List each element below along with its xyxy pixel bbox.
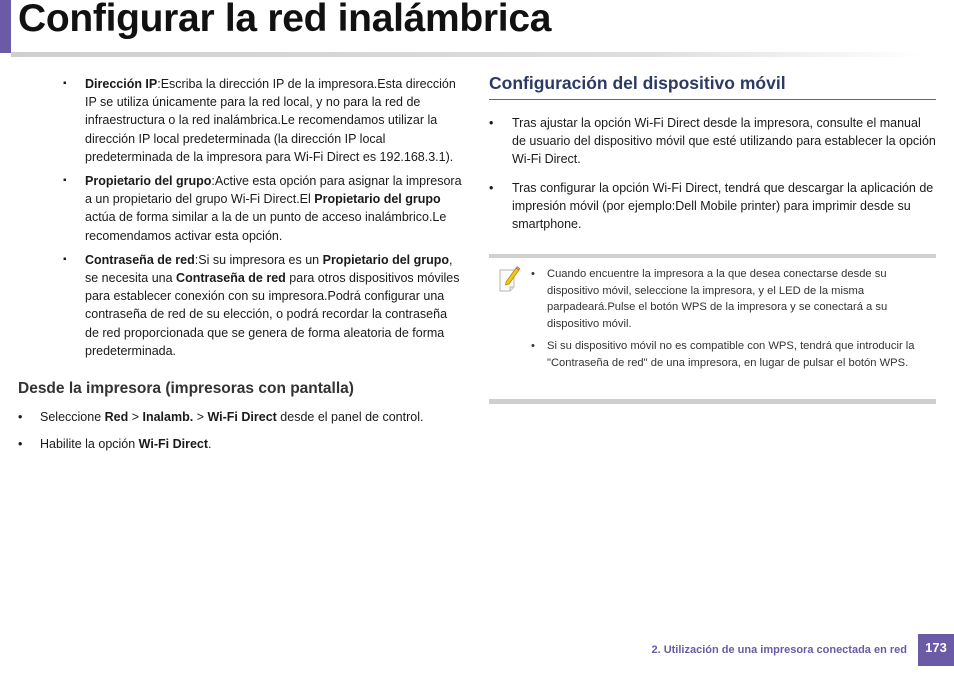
note-text: Si su dispositivo móvil no es compatible con WPS, tendrá que introducir la "Contraseña de red" de una impresora, en lugar de pulsar el botón WPS. — [547, 339, 915, 369]
menu-separator: > — [193, 410, 208, 425]
note-box — [489, 254, 936, 404]
setting-term: Propietario del grupo — [322, 252, 450, 267]
square-bullet: ▪ — [63, 253, 67, 265]
printer-steps-list — [18, 408, 464, 453]
setting-label: Contraseña de red — [85, 252, 195, 267]
dot-bullet: • — [18, 437, 23, 452]
title-divider — [11, 52, 921, 57]
dot-bullet: • — [531, 268, 535, 280]
setting-description: , se necesita una — [85, 252, 453, 286]
footer-chapter-link[interactable]: 2. Utilización de una impresora conectada en red — [651, 644, 907, 656]
step-text: Tras configurar la opción Wi-Fi Direct, tendrá que descargar la aplicación de impresión móvil (por ejemplo:Dell Mobile printer) para imprimir desde su smartphone. — [512, 180, 934, 232]
list-item — [18, 172, 464, 245]
menu-separator: > — [128, 410, 143, 425]
setting-description: :Si su impresora es un — [194, 252, 323, 267]
right-column — [489, 73, 936, 369]
setting-term: Propietario del grupo — [314, 192, 441, 207]
menu-red: Red — [104, 410, 129, 425]
step-text: . — [208, 437, 212, 452]
list-item — [529, 266, 935, 333]
note-list — [529, 266, 935, 376]
option-wifi-direct: Wi-Fi Direct — [138, 437, 209, 452]
note-text: Cuando encuentre la impresora a la que desea conectarse desde su dispositivo móvil, seleccione la impresora, y el LED de la misma parpadeará.Pulse el botón WPS de la impresora y se conectará a su dispositivo móvil. — [547, 268, 888, 331]
dot-bullet: • — [489, 116, 494, 130]
setting-description: :Escriba la dirección IP de la impresora.Esta dirección IP se utiliza únicamente para la red local, y no para la red de infraestructura o la red inalámbrica.Le recomendamos utilizar la dirección IP local predeterminada (la dirección IP local predeterminada de la impresora para Wi-Fi Direct es 192.168.3.1). — [85, 77, 456, 164]
menu-inalamb: Inalamb. — [142, 410, 194, 425]
note-pencil-icon — [497, 265, 521, 293]
step-text: Seleccione — [40, 410, 105, 425]
square-bullet: ▪ — [63, 175, 67, 187]
dot-bullet: • — [18, 410, 23, 425]
list-item — [529, 338, 935, 371]
setting-term: Contraseña de red — [176, 271, 286, 286]
mobile-steps-list — [489, 114, 936, 233]
list-item — [18, 251, 464, 360]
list-item — [489, 114, 936, 169]
dot-bullet: • — [489, 180, 494, 195]
left-column — [18, 75, 464, 462]
page-title: Configurar la red inalámbrica — [18, 0, 552, 40]
title-accent-bar — [0, 0, 11, 53]
printer-section-heading: Desde la impresora (impresoras con pantalla) — [18, 380, 354, 398]
list-item — [18, 435, 464, 453]
list-item — [18, 408, 464, 426]
menu-wifi-direct: Wi-Fi Direct — [207, 410, 277, 425]
list-item — [18, 75, 464, 166]
square-bullet: ▪ — [63, 78, 67, 89]
dot-bullet: • — [531, 339, 535, 352]
mobile-section-heading: Configuración del dispositivo móvil — [489, 73, 936, 100]
step-text: desde el panel de control. — [276, 410, 424, 425]
setting-label: Propietario del grupo — [85, 174, 212, 189]
wifi-direct-settings-list — [18, 75, 464, 360]
setting-label: Dirección IP — [85, 77, 158, 91]
list-item — [489, 179, 936, 234]
setting-description: para otros dispositivos móviles para establecer conexión con su impresora.Podrá configurar una contraseña de red de su elección, o podrá recordar la contraseña de red proporcionada que se genera de forma aleatoria de forma predeterminada. — [85, 271, 460, 358]
page-number-badge: 173 — [918, 634, 954, 666]
setting-description: :Active esta opción para asignar la impresora a un propietario del grupo Wi-Fi Direct.El — [85, 174, 462, 207]
step-text: Habilite la opción — [40, 437, 139, 452]
step-text: Tras ajustar la opción Wi-Fi Direct desde la impresora, consulte el manual de usuario del dispositivo móvil que esté utilizando para establecer la opción Wi-Fi Direct. — [512, 116, 936, 167]
setting-description: actúa de forma similar a la de un punto de acceso inalámbrico.Le recomendamos activar esta opción. — [85, 210, 447, 243]
